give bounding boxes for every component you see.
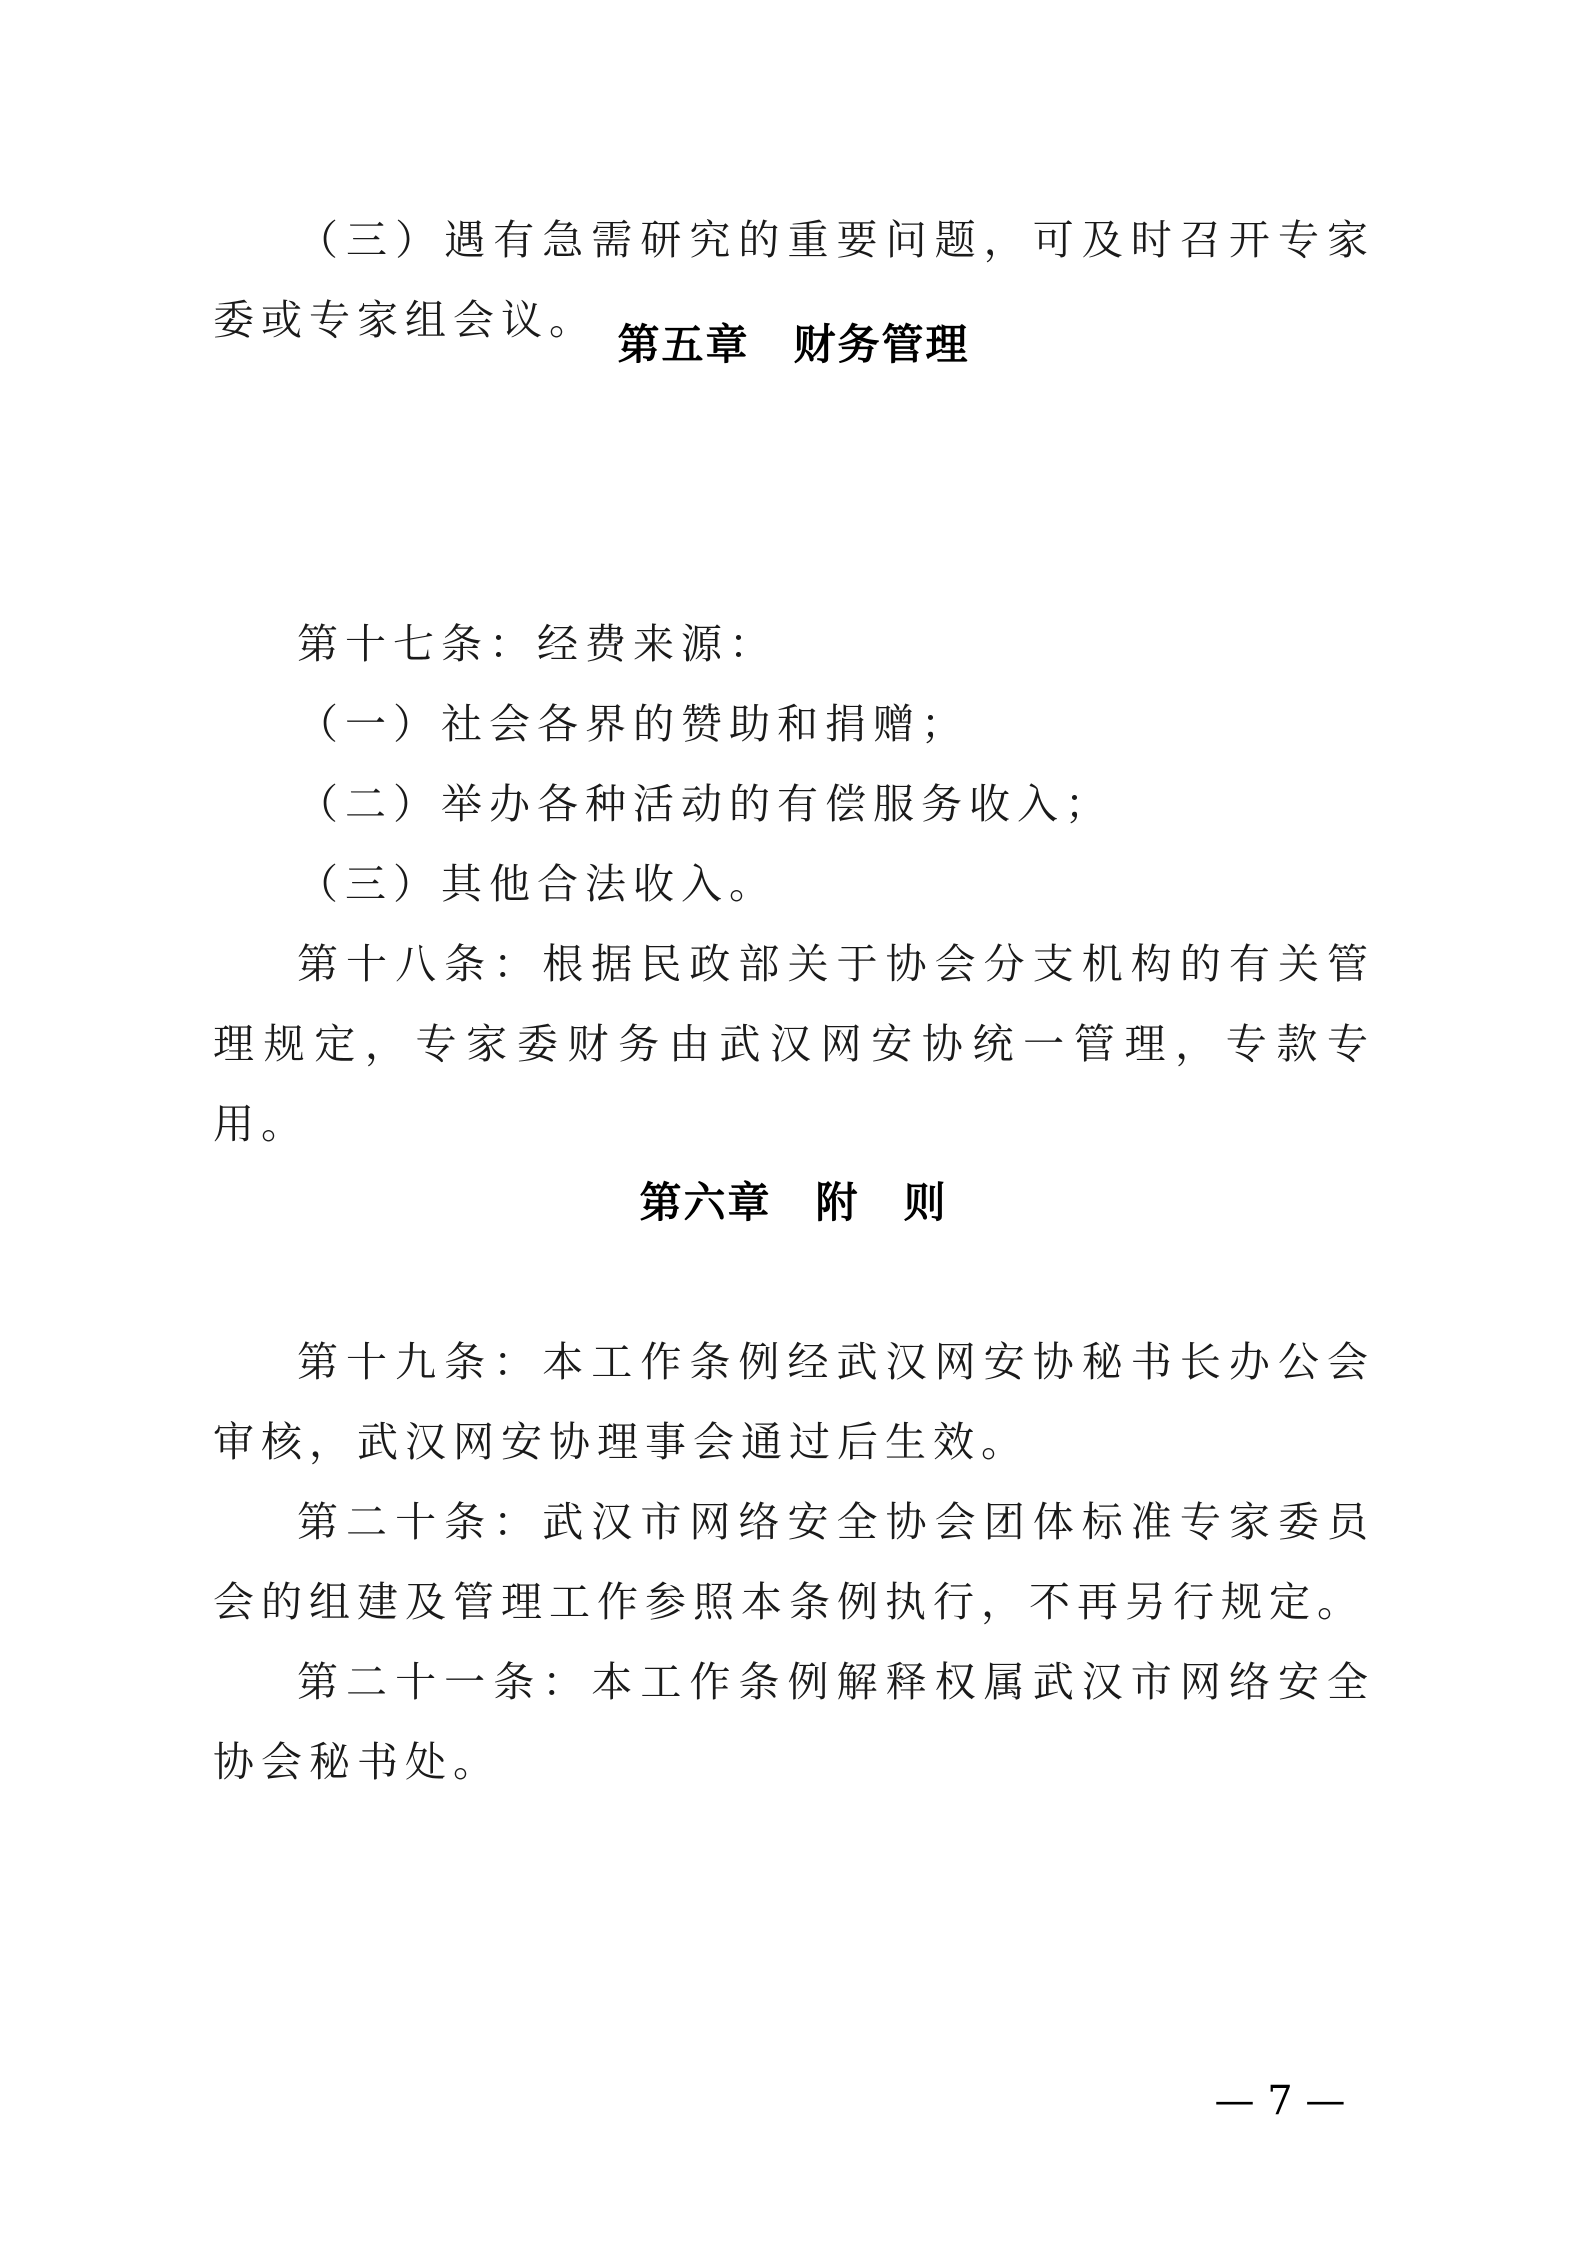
article-19: 第十九条：本工作条例经武汉网安协秘书长办公会审核，武汉网安协理事会通过后生效。 <box>213 1338 1375 1466</box>
funding-source-2: （二）举办各种活动的有偿服务收入； <box>297 780 1113 828</box>
funding-source-3: （三）其他合法收入。 <box>297 860 777 908</box>
chapter-6-title: 第六章 附 则 <box>639 1178 948 1227</box>
page-number: — 7 — <box>1214 2078 1346 2124</box>
article-18: 第十八条：根据民政部关于协会分支机构的有关管理规定，专家委财务由武汉网安协统一管理，专款专用。 <box>213 940 1375 1148</box>
funding-source-1: （一）社会各界的赞助和捐赠； <box>297 700 969 748</box>
chapter-5-title: 第五章 财务管理 <box>617 320 970 369</box>
article-20: 第二十条：武汉市网络安全协会团体标准专家委员会的组建及管理工作参照本条例执行，不再另行规定。 <box>213 1498 1375 1626</box>
article-21: 第二十一条：本工作条例解释权属武汉市网络安全协会秘书处。 <box>213 1658 1375 1786</box>
article-17: 第十七条：经费来源： <box>297 620 777 668</box>
paragraph-item-3: （三）遇有急需研究的重要问题，可及时召开专家委或专家组会议。 <box>213 216 1375 344</box>
